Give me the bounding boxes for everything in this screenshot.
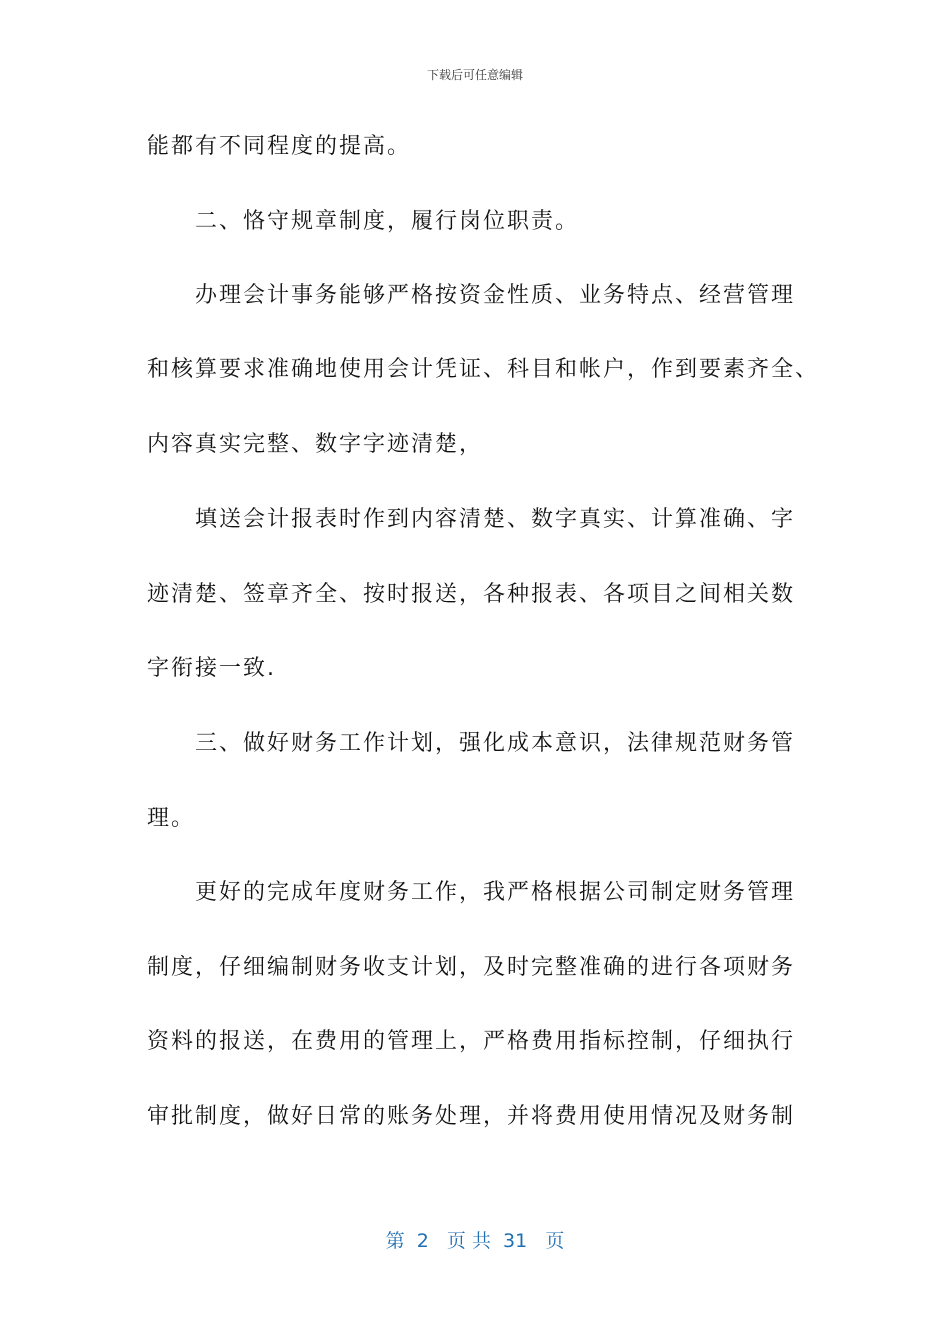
text-line: 能都有不同程度的提高。 bbox=[147, 134, 412, 159]
page-number: 第 2 页 共 31 页 bbox=[385, 1230, 565, 1252]
text-line: 迹清楚、签章齐全、按时报送，各种报表、各项目之间相关数 bbox=[147, 582, 796, 607]
text-line: 填送会计报表时作到内容清楚、数字真实、计算准确、字 bbox=[147, 507, 796, 532]
text-line: 内容真实完整、数字字迹清楚， bbox=[147, 432, 484, 457]
text-line: 更好的完成年度财务工作，我严格根据公司制定财务管理 bbox=[147, 880, 796, 905]
text-line: 制度，仔细编制财务收支计划，及时完整准确的进行各项财务 bbox=[147, 955, 796, 980]
text-line: 字衔接一致. bbox=[147, 656, 276, 681]
text-line: 三、做好财务工作计划，强化成本意识，法律规范财务管 bbox=[147, 731, 796, 756]
text-line: 资料的报送，在费用的管理上，严格费用指标控制，仔细执行 bbox=[147, 1029, 796, 1054]
text-line: 理。 bbox=[147, 806, 196, 831]
page-header: 下载后可任意编辑 bbox=[426, 68, 523, 82]
text-line: 二、恪守规章制度，履行岗位职责。 bbox=[147, 209, 580, 234]
text-line: 审批制度，做好日常的账务处理，并将费用使用情况及财务制 bbox=[147, 1104, 796, 1129]
text-line: 办理会计事务能够严格按资金性质、业务特点、经营管理 bbox=[147, 283, 796, 308]
text-line: 和核算要求准确地使用会计凭证、科目和帐户，作到要素齐全、 bbox=[147, 357, 820, 382]
